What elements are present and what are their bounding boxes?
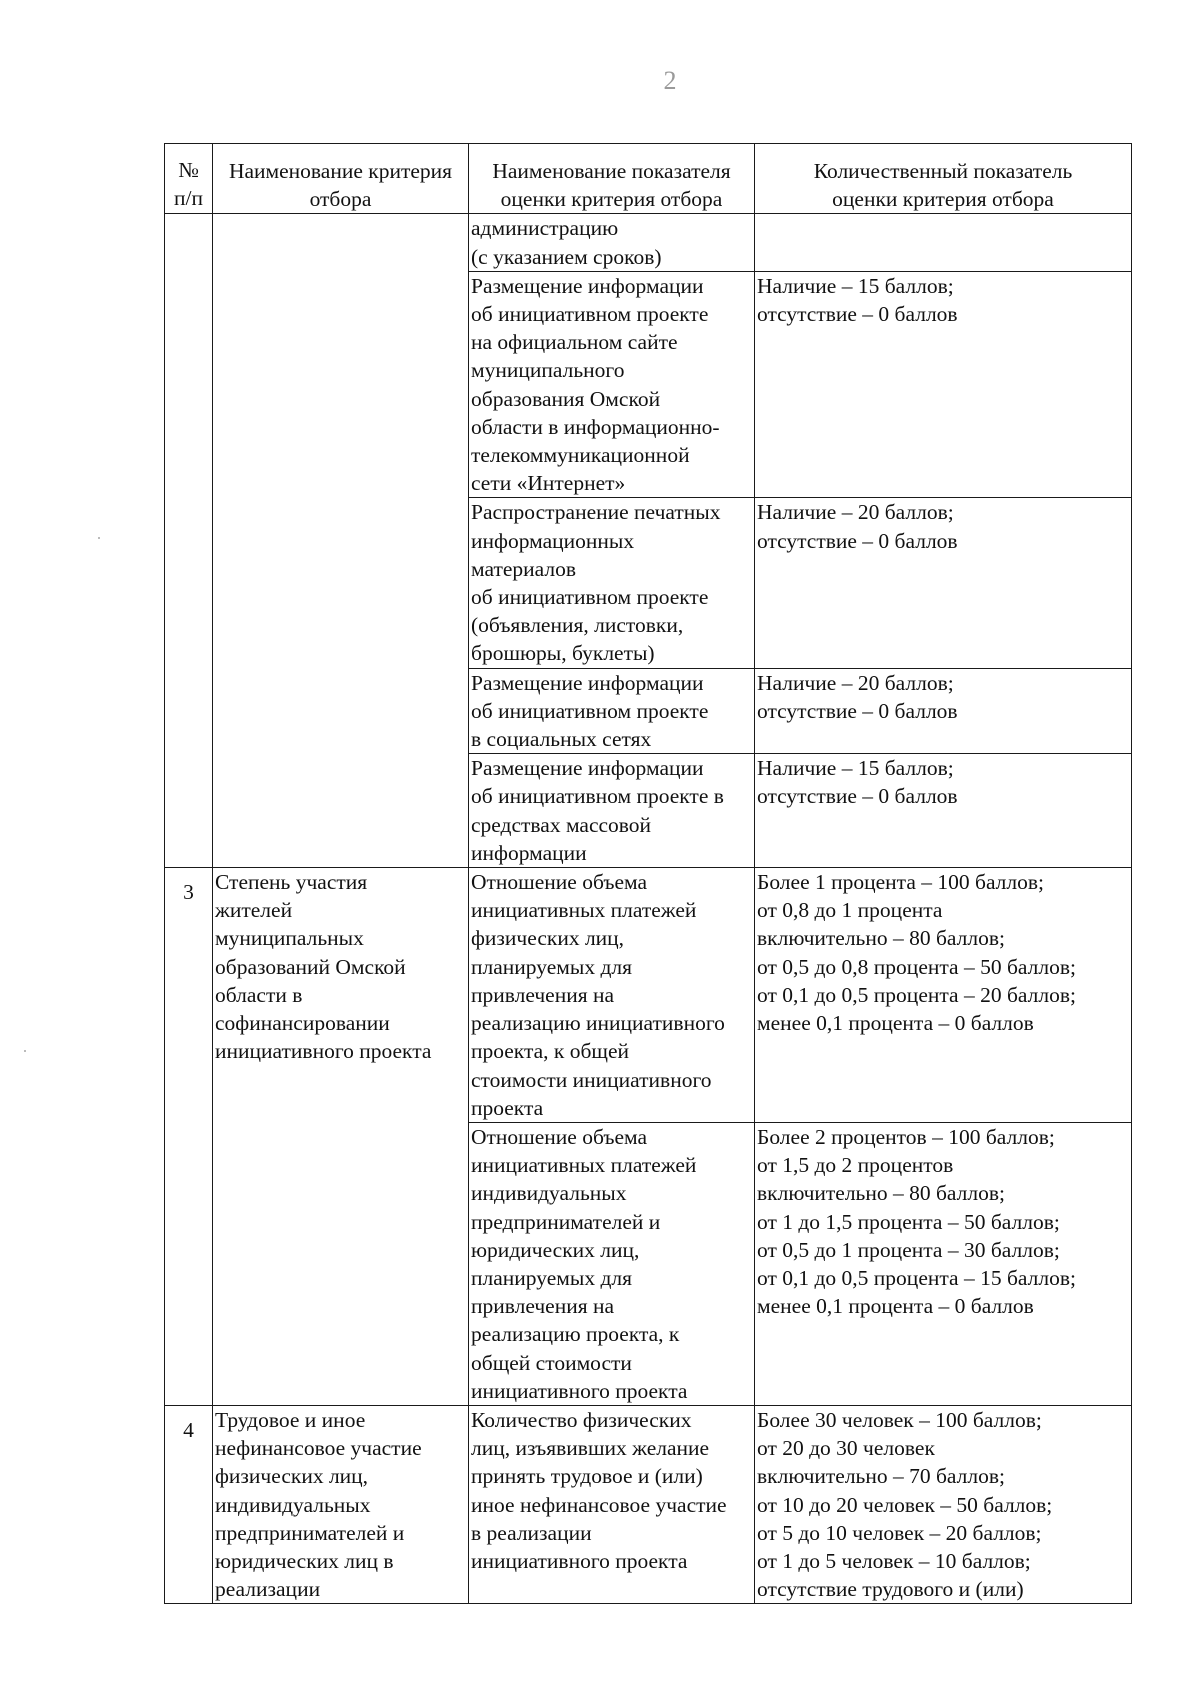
indicator-cell: Размещение информации об инициативном проекте на официальном сайте муниципального образования Омской области в информационно- телекоммуникационной сети «Интернет» xyxy=(469,271,755,498)
header-number: № п/п xyxy=(165,144,213,214)
quantity-cell: Более 30 человек – 100 баллов; от 20 до 30 человек включительно – 70 баллов; от 10 до 20 человек – 50 баллов; от 5 до 10 человек – 20 баллов; от 1 до 5 человек – 10 баллов; отсутствие трудового и (или) xyxy=(755,1405,1132,1603)
page-number: 2 xyxy=(663,66,677,95)
criterion-cell: Степень участия жителей муниципальных образований Омской области в софинансировании инициативного проекта xyxy=(213,868,469,1406)
criterion-cell xyxy=(213,214,469,868)
table-row xyxy=(165,1405,1132,1603)
criteria-table xyxy=(164,143,1132,1604)
quantity-cell: Наличие – 15 баллов; отсутствие – 0 баллов xyxy=(755,271,1132,498)
row-number-cell xyxy=(165,214,213,868)
header-criterion: Наименование критерия отбора xyxy=(213,144,469,214)
indicator-cell: Размещение информации об инициативном проекте в средствах массовой информации xyxy=(469,754,755,868)
indicator-cell: Распространение печатных информационных материалов об инициативном проекте (объявления, листовки, брошюры, буклеты) xyxy=(469,498,755,668)
row-number-cell: 3 xyxy=(165,868,213,1406)
indicator-cell: Отношение объема инициативных платежей физических лиц, планируемых для привлечения на реализацию инициативного проекта, к общей стоимости инициативного проекта xyxy=(469,868,755,1123)
header-quantity: Количественный показатель оценки критерия отбора xyxy=(755,144,1132,214)
header-indicator: Наименование показателя оценки критерия отбора xyxy=(469,144,755,214)
quantity-cell: Более 1 процента – 100 баллов; от 0,8 до 1 процента включительно – 80 баллов; от 0,5 до 0,8 процента – 50 баллов; от 0,1 до 0,5 процента – 20 баллов; менее 0,1 процента – 0 баллов xyxy=(755,868,1132,1123)
table-row xyxy=(165,214,1132,271)
quantity-cell: Наличие – 20 баллов; отсутствие – 0 баллов xyxy=(755,668,1132,754)
scan-speck xyxy=(24,1050,26,1052)
header-row xyxy=(165,144,1132,214)
quantity-cell: Более 2 процентов – 100 баллов; от 1,5 до 2 процентов включительно – 80 баллов; от 1 до 1,5 процента – 50 баллов; от 0,5 до 1 процента – 30 баллов; от 0,1 до 0,5 процента – 15 баллов; менее 0,1 процента – 0 баллов xyxy=(755,1122,1132,1405)
indicator-cell: Отношение объема инициативных платежей индивидуальных предпринимателей и юридических лиц, планируемых для привлечения на реализацию проекта, к общей стоимости инициативного проекта xyxy=(469,1122,755,1405)
indicator-cell: Размещение информации об инициативном проекте в социальных сетях xyxy=(469,668,755,754)
table-row xyxy=(165,868,1132,1123)
indicator-cell: Количество физических лиц, изъявивших желание принять трудовое и (или) иное нефинансовое участие в реализации инициативного проекта xyxy=(469,1405,755,1603)
indicator-cell: администрацию (с указанием сроков) xyxy=(469,214,755,271)
quantity-cell: Наличие – 15 баллов; отсутствие – 0 баллов xyxy=(755,754,1132,868)
scan-speck xyxy=(98,537,100,539)
row-number-cell: 4 xyxy=(165,1405,213,1603)
quantity-cell: Наличие – 20 баллов; отсутствие – 0 баллов xyxy=(755,498,1132,668)
criterion-cell: Трудовое и иное нефинансовое участие физических лиц, индивидуальных предпринимателей и юридических лиц в реализации xyxy=(213,1405,469,1603)
quantity-cell xyxy=(755,214,1132,271)
